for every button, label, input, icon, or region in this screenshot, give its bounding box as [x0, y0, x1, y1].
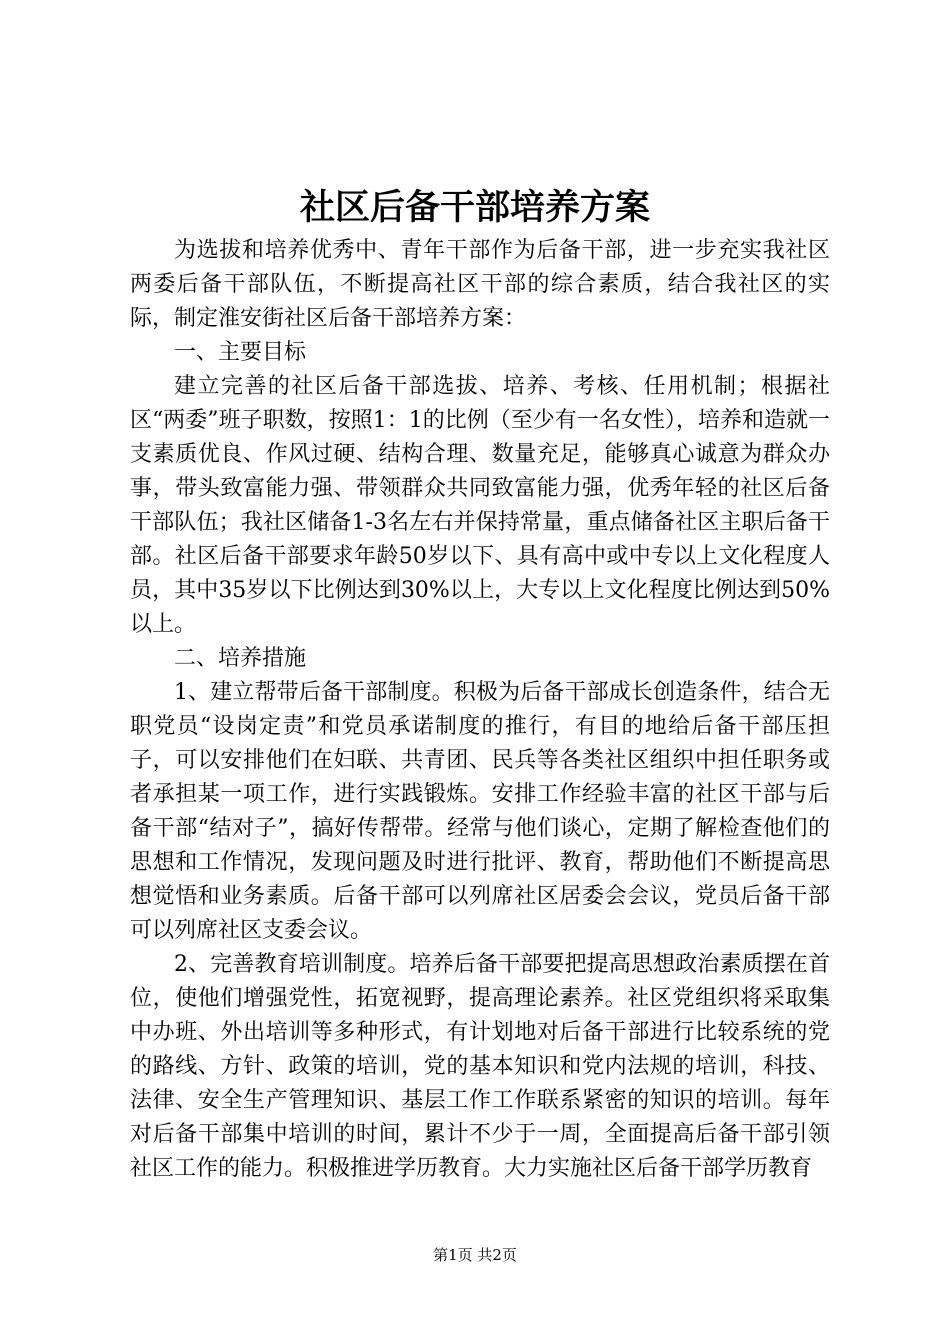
page-footer: 第1页 共2页: [433, 1246, 517, 1264]
intro-paragraph: 为选拔和培养优秀中、青年干部作为后备干部，进一步充实我社区两委后备干部队伍，不断提高社区干部的综合素质，结合我社区的实际，制定淮安街社区后备干部培养方案：: [130, 238, 830, 331]
measure-1-paragraph: 1、建立帮带后备干部制度。积极为后备干部成长创造条件，结合无职党员“设岗定责”和党员承诺制度的推行，有目的地给后备干部压担子，可以安排他们在妇联、共青团、民兵等各类社区组织中担任职务或者承担某一项工作，进行实践锻炼。安排工作经验丰富的社区干部与后备干部“结对子”，搞好传帮带。经常与他们谈心，定期了解检查他们的思想和工作情况，发现问题及时进行批评、教育，帮助他们不断提高思想觉悟和业务素质。后备干部可以列席社区居委会会议，党员后备干部可以列席社区支委会议。: [130, 680, 830, 943]
goals-paragraph: 建立完善的社区后备干部选拔、培养、考核、任用机制；根据社区“两委”班子职数，按照1：1的比例（至少有一名女性），培养和造就一支素质优良、作风过硬、结构合理、数量充足，能够真心诚意为群众办事，带头致富能力强、带领群众共同致富能力强，优秀年轻的社区后备干部队伍；我社区储备1-3名左右并保持常量，重点储备社区主职后备干部。社区后备干部要求年龄50岁以下、具有高中或中专以上文化程度人员，其中35岁以下比例达到30%以上，大专以上文化程度比例达到50%以上。: [130, 374, 830, 637]
document-body: [130, 234, 830, 1186]
section-heading-measures: 二、培养措施: [174, 646, 307, 671]
document-title: 社区后备干部培养方案: [299, 187, 650, 228]
section-heading-goals: 一、主要目标: [174, 340, 307, 365]
measure-2-paragraph: 2、完善教育培训制度。培养后备干部要把提高思想政治素质摆在首位，使他们增强党性，拓宽视野，提高理论素养。社区党组织将采取集中办班、外出培训等多种形式，有计划地对后备干部进行比较系统的党的路线、方针、政策的培训，党的基本知识和党内法规的培训，科技、法律、安全生产管理知识、基层工作工作联系紧密的知识的培训。每年对后备干部集中培训的时间，累计不少于一周，全面提高后备干部引领社区工作的能力。积极推进学历教育。大力实施社区后备干部学历教育: [130, 952, 830, 1181]
